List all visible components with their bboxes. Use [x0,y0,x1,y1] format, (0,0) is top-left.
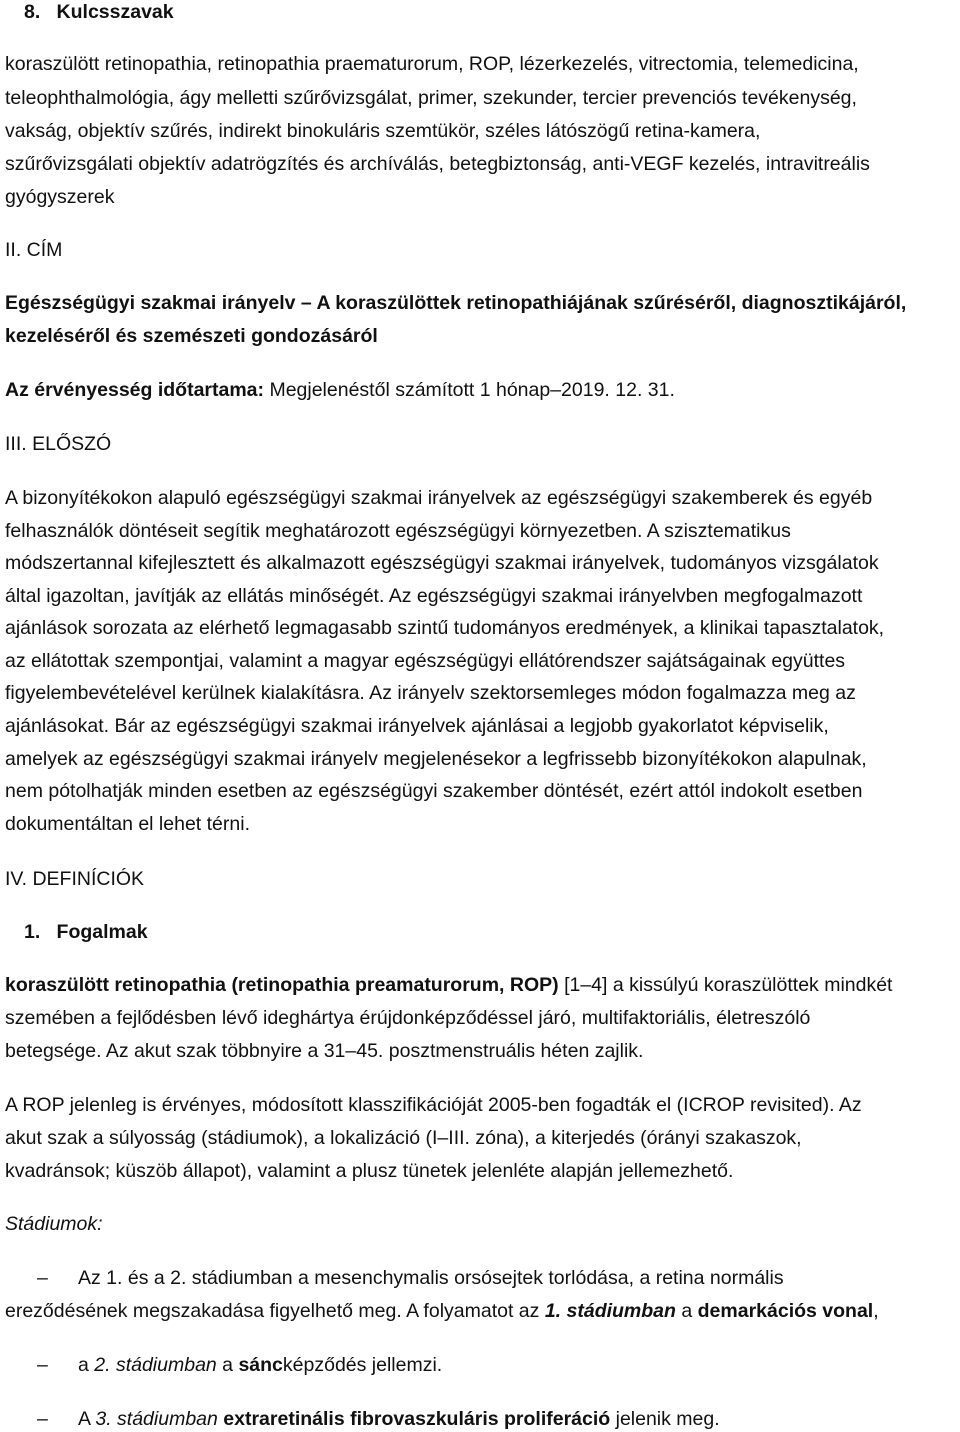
preface-line: módszertannal kifejlesztett és alkalmazott egészségügyi szakmai irányelvek, tudományos vizsgálatok [5,552,879,574]
bullet-dash: – [37,1267,48,1289]
section-8-heading [24,0,174,24]
stage-bullet-line [78,1407,720,1431]
stage-feature-bold: extraretinális fibrovaszkuláris proliferáció [223,1408,611,1430]
stage-text: a [675,1300,698,1322]
stage-text: jelenik meg. [610,1408,720,1430]
preface-line: nem pótolhatják minden esetben az egészségügyi szakember döntését, ezért attól indokolt esetben [5,780,863,802]
stage-bullet-line [5,1299,879,1323]
stage-text: a [78,1354,95,1376]
stage-text: ereződésének megszakadása figyelhető meg. A folyamatot az [5,1300,545,1322]
stage-text: a [216,1354,239,1376]
bullet-dash: – [37,1408,48,1430]
subsection-heading [24,920,148,944]
definition-text: [1–4] a kissúlyú koraszülöttek mindkét [558,974,893,996]
definition-line [5,973,892,997]
preface-line: ajánlások sorozata az elérhető legmagasabb szintű tudományos eredmények, a klinikai tapasztalatok, [5,617,885,639]
bullet-dash: – [37,1354,48,1376]
section-4-heading: IV. DEFINÍCIÓK [5,868,145,890]
definition-line: betegsége. Az akut szak többnyire a 31–45. posztmenstruális héten zajlik. [5,1040,644,1062]
definition-term: koraszülött retinopathia (retinopathia preamaturorum, ROP) [5,974,559,996]
validity-line [5,378,675,402]
guideline-title-text: Egészségügyi szakmai irányelv – A koraszülöttek retinopathiájának szűréséről, diagnosztikájáról, [5,292,907,314]
subsection-number: 1. [24,921,41,943]
preface-line: az ellátottak szempontjai, valamint a magyar egészségügyi ellátórendszer sajátságainak együttes [5,650,846,672]
stage-number-italic: 3. stádiumban [95,1408,218,1430]
icrop-line: A ROP jelenleg is érvényes, módosított klasszifikációját 2005-ben fogadták el (ICROP revisited). Az [5,1094,862,1116]
preface-line: dokumentáltan el lehet térni. [5,813,250,835]
icrop-line: akut szak a súlyosság (stádiumok), a lokalizáció (I–III. zóna), a kiterjedés (órányi szakaszok, [5,1127,802,1149]
definition-line: szemében a fejlődésben lévő ideghártya érújdonképződéssel járó, multifaktoriális, életreszóló [5,1007,811,1029]
keywords-line: teleophthalmológia, ágy melletti szűrővizsgálat, primer, szekunder, tercier prevenciós tevékenység, [5,87,857,109]
guideline-title-text: kezeléséről és szemészeti gondozásáról [5,325,378,347]
stage-feature-bold: sánc [238,1354,283,1376]
stages-label [5,1212,103,1236]
stage-bullet-line: Az 1. és a 2. stádiumban a mesenchymalis orsósejtek torlódása, a retina normális [78,1267,784,1289]
subsection-title: Fogalmak [56,921,148,943]
guideline-title-line [5,291,906,315]
guideline-title-line [5,324,378,348]
preface-line: felhasználók döntéseit segítik meghatározott egészségügyi környezetben. A szisztematikus [5,520,791,542]
validity-value: Megjelenéstől számított 1 hónap–2019. 12. 31. [264,379,675,401]
stage-number-italic: 1. stádiumban [544,1300,676,1322]
stage-bullet-line [78,1353,442,1377]
preface-line: amelyek az egészségügyi szakmai irányelv megjelenésekor a legfrissebb bizonyítékokon alapulnak, [5,748,867,770]
preface-line: A bizonyítékokon alapuló egészségügyi szakmai irányelvek az egészségügyi szakemberek és egyéb [5,487,873,509]
preface-line: ajánlásokat. Bár az egészségügyi szakmai irányelvek ajánlásai a legjobb gyakorlatot képviselik, [5,715,829,737]
stage-text: A [78,1408,96,1430]
stage-text: képződés jellemzi. [282,1354,443,1376]
keywords-line: gyógyszerek [5,186,115,208]
stage-number-italic: 2. stádiumban [94,1354,217,1376]
section-3-heading: III. ELŐSZÓ [5,433,112,455]
icrop-line: kvadránsok; küszöb állapot), valamint a plusz tünetek jelenléte alapján jellemezhető. [5,1160,734,1182]
stage-feature-bold: demarkációs vonal [697,1300,874,1322]
validity-label: Az érvényesség időtartama: [5,379,265,401]
preface-line: által igazoltan, javítják az ellátás minőségét. Az egészségügyi szakmai irányelvben megfogalmazott [5,585,863,607]
preface-line: figyelembevételével kerülnek kialakításra. Az irányelv szektorsemleges módon fogalmazza meg az [5,682,856,704]
keywords-line: vakság, objektív szűrés, indirekt binokuláris szemtükör, széles látószögű retina-kamera, [5,120,761,142]
section-2-heading: II. CÍM [5,239,63,261]
keywords-line: koraszülött retinopathia, retinopathia praematurorum, ROP, lézerkezelés, vitrectomia, telemedicina, [5,53,859,75]
stages-label-text: Stádiumok: [5,1213,103,1235]
section-8-number: 8. [24,1,41,23]
keywords-line: szűrővizsgálati objektív adatrögzítés és archíválás, betegbiztonság, anti-VEGF kezelés, intravitreális [5,153,870,175]
stage-text: , [873,1300,879,1322]
section-8-title: Kulcsszavak [56,1,174,23]
